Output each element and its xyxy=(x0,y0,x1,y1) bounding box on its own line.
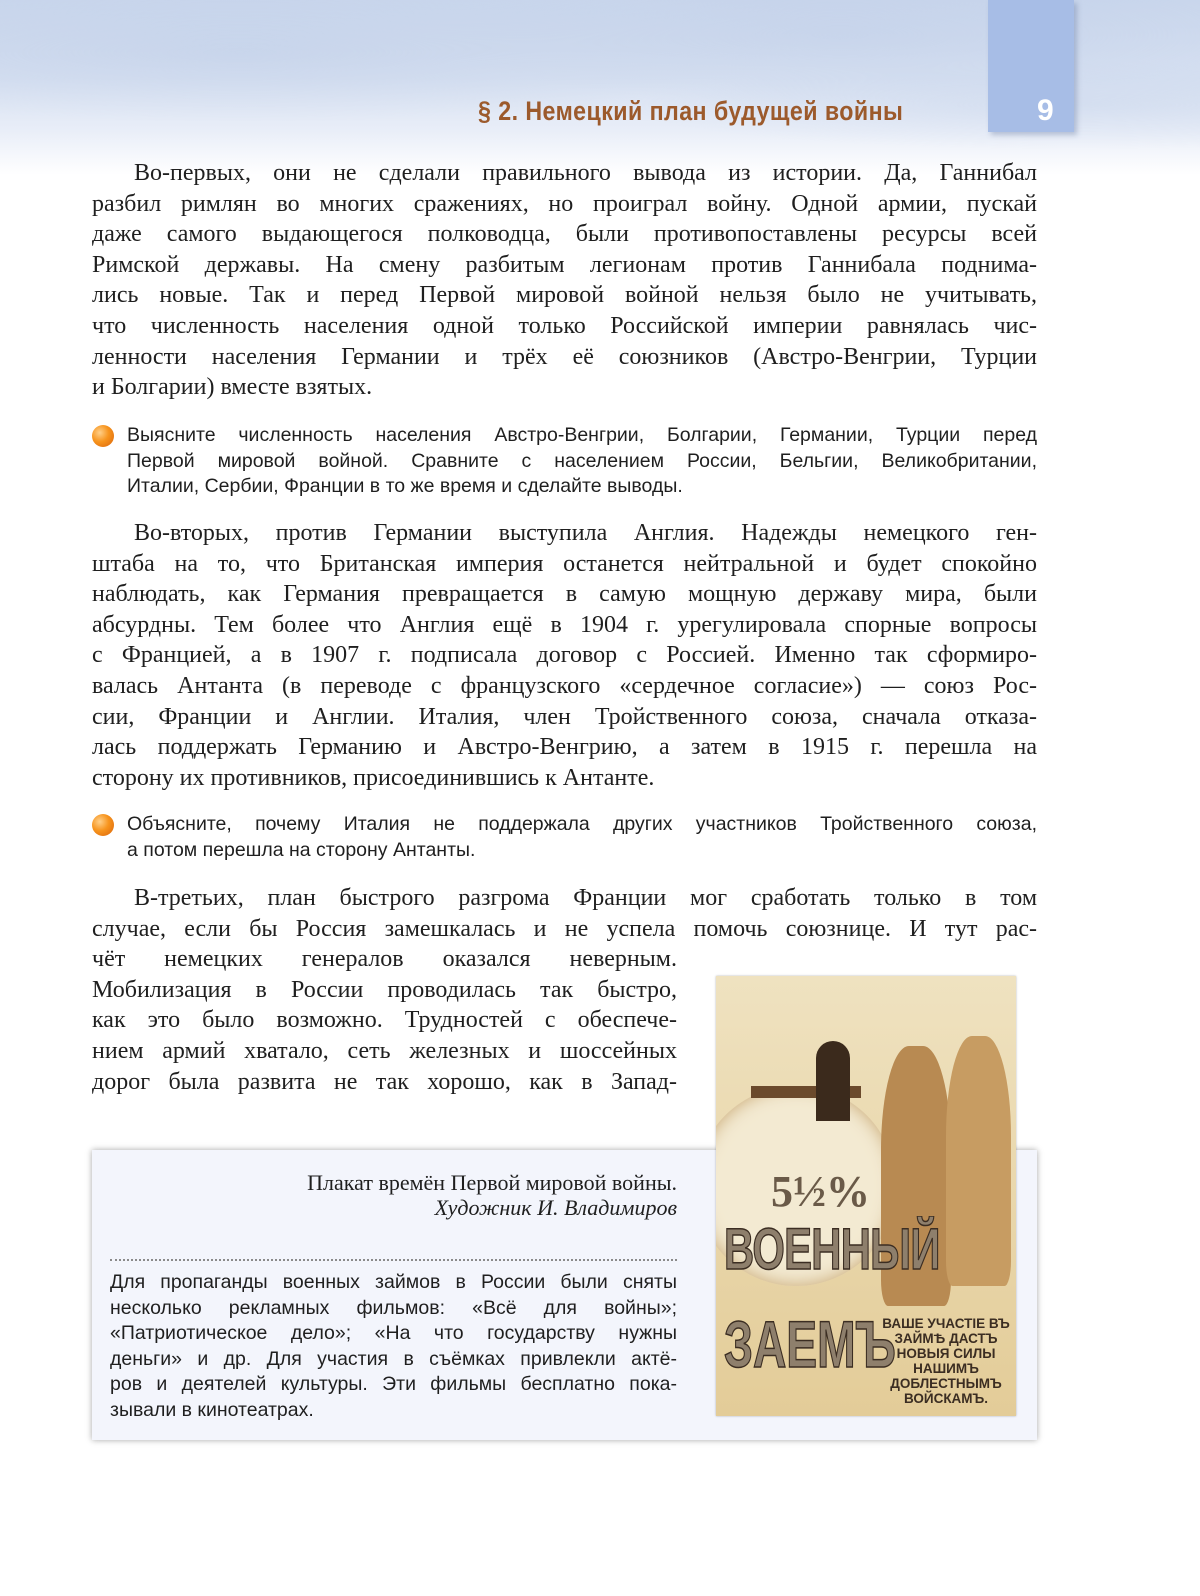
text-line: сии, Франции и Англии. Италия, член Тройственного союза, сначала отказа- xyxy=(92,703,1037,730)
poster-slogan xyxy=(876,1316,1016,1406)
text-line: абсурдны. Тем более что Англия ещё в 1904 г. урегулировала спорные вопросы xyxy=(92,611,1037,638)
text-line: ров и деятелей культуры. Эти фильмы бесплатно пока- xyxy=(110,1373,677,1396)
text-line: случае, если бы Россия замешкалась и не успела помочь союзнице. И тут рас- xyxy=(92,915,1037,942)
figure-note xyxy=(110,1270,677,1424)
text-line: Мобилизация в России проводилась так быстро, xyxy=(92,976,677,1003)
text-line: зывали в кинотеатрах. xyxy=(110,1398,314,1421)
text-line: как это было возможно. Трудностей с обеспече- xyxy=(92,1007,677,1034)
poster-slogan-line: ВАШЕ УЧАСТІЕ ВЪ xyxy=(882,1316,1010,1331)
question-1 xyxy=(92,423,1037,500)
text-line: Италии, Сербии, Франции в то же время и сделайте выводы. xyxy=(127,475,683,497)
text-line: с Францией, а в 1907 г. подписала договор с Россией. Именно так сформиро- xyxy=(92,642,1037,669)
text-line: разбил римлян во многих сражениях, но проиграл войну. Одной армии, пускай xyxy=(92,190,1037,217)
poster-image xyxy=(716,976,1016,1416)
poster-slogan-line: ЗАЙМѢ ДАСТЪ xyxy=(894,1331,998,1346)
paragraph-1 xyxy=(92,158,1037,403)
text-line: валась Антанта (в переводе с французского «сердечное согласие») — союз Рос- xyxy=(92,672,1037,699)
text-line: а потом перешла на сторону Антанты. xyxy=(127,838,476,861)
text-line: и Болгарии) вместе взятых. xyxy=(92,374,373,401)
text-line: ленности населения Германии и трёх её союзников (Австро-Венгрии, Турции xyxy=(92,343,1037,370)
poster-title-2: ЗАЕМЪ xyxy=(724,1307,896,1381)
text-line: Объясните, почему Италия не поддержала других участников Тройственного союза, xyxy=(127,813,1037,835)
text-line: В-третьих, план быстрого разгрома Франции мог сработать только в том xyxy=(134,885,1037,911)
text-line: Для пропаганды военных займов в России были сняты xyxy=(110,1271,677,1293)
orange-bullet-icon xyxy=(92,814,114,836)
dotted-divider xyxy=(110,1259,677,1261)
text-line: Первой мировой войной. Сравните с населением России, Бельгии, Великобритании, xyxy=(127,449,1037,472)
text-line: Выясните численность населения Австро-Венгрии, Болгарии, Германии, Турции перед xyxy=(127,424,1037,446)
poster-slogan-line: НОВЫЯ СИЛЫ xyxy=(896,1346,996,1361)
orange-bullet-icon xyxy=(92,425,114,447)
text-line: наблюдать, как Германия превращается в самую мощную державу мира, были xyxy=(92,581,1037,608)
text-line: Римской державы. На смену разбитым легионам против Ганнибала поднима- xyxy=(92,251,1037,278)
text-line: даже самого выдающегося полководца, были противопоставлены ресурсы всей xyxy=(92,221,1037,248)
poster-slogan-line: ВОЙСКАМЪ. xyxy=(903,1391,989,1406)
text-line: что численность населения одной только Российской империи равнялась чис- xyxy=(92,312,1037,339)
page-tab xyxy=(988,0,1074,132)
text-line: чёт немецких генералов оказался неверным. xyxy=(92,946,677,973)
poster-slogan-line: ДОБЛЕСТНЫМЪ xyxy=(890,1376,1002,1391)
page-number: 9 xyxy=(1037,94,1054,127)
section-title: § 2. Немецкий план будущей войны xyxy=(478,96,904,126)
caption-title: Плакат времён Первой мировой войны. xyxy=(307,1170,677,1195)
text-line: лись новые. Так и перед Первой мировой войной нельзя было не учитывать, xyxy=(92,282,1037,309)
text-line: Во-вторых, против Германии выступила Англия. Надежды немецкого ген- xyxy=(134,520,1037,546)
caption-artist: Художник И. Владимиров xyxy=(434,1195,677,1220)
poster-title-1: ВОЕННЫЙ xyxy=(724,1217,940,1282)
text-line: лась поддержать Германию и Австро-Венгрию, а затем в 1915 г. перешла на xyxy=(92,734,1037,761)
question-2 xyxy=(92,812,1037,863)
text-line: деньги» и др. Для участия в съёмках привлекли актё- xyxy=(110,1347,677,1370)
poster-slogan-line: НАШИМЪ xyxy=(913,1361,979,1376)
text-line: несколько рекламных фильмов: «Всё для войны»; xyxy=(110,1296,677,1319)
text-line: сторону их противников, присоединившись к Антанте. xyxy=(92,764,655,791)
poster-gun-shield xyxy=(816,1041,850,1121)
poster-soldier xyxy=(946,1036,1011,1286)
text-line: «Патриотическое дело»; «На что государству нужны xyxy=(110,1322,677,1345)
text-line: нием армий хватало, сеть железных и шоссейных xyxy=(92,1037,677,1064)
text-line: штаба на то, что Британская империя останется нейтральной и будет спокойно xyxy=(92,550,1037,577)
text-line: Во-первых, они не сделали правильного вывода из истории. Да, Ганнибал xyxy=(134,160,1037,186)
text-line: дорог была развита не так хорошо, как в Запад- xyxy=(92,1068,677,1095)
poster-rate: 5½% xyxy=(771,1167,870,1216)
paragraph-2 xyxy=(92,518,1037,793)
figure-caption xyxy=(110,1170,677,1220)
